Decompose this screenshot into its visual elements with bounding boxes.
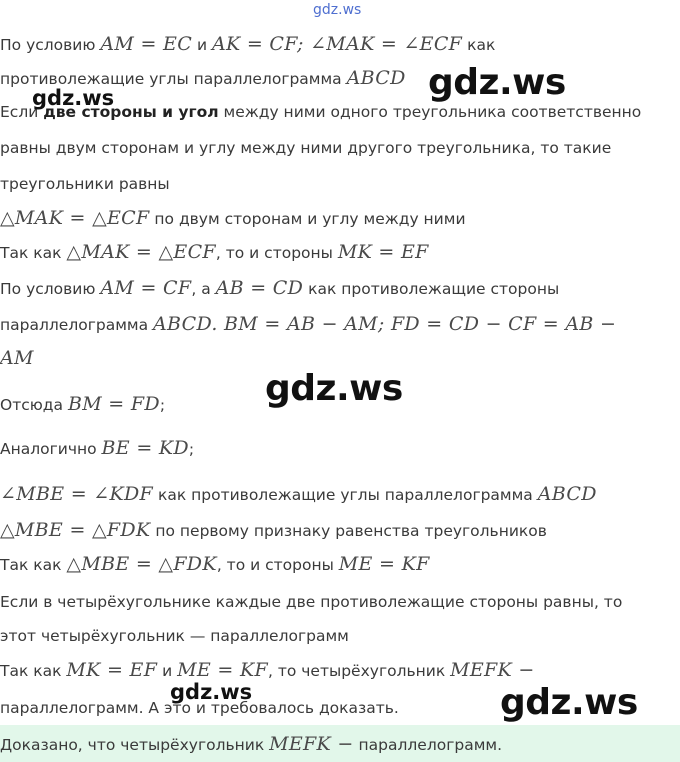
math-expression: MEFK − bbox=[269, 733, 354, 755]
text-line bbox=[0, 590, 622, 614]
text-segment: , а bbox=[191, 280, 216, 298]
text-segment: по двум сторонам и углу между ними bbox=[149, 210, 466, 228]
math-expression: AK = CF; ∠MAK = ∠ECF bbox=[211, 33, 463, 55]
text-segment: ; bbox=[188, 440, 195, 458]
math-expression: ABCD. BM = AB − AM; FD = CD − CF = AB − bbox=[153, 313, 617, 335]
text-line bbox=[0, 518, 547, 543]
text-segment: Отсюда bbox=[0, 396, 68, 414]
text-segment: , то и стороны bbox=[215, 244, 338, 262]
text-segment: как противолежащие стороны bbox=[303, 280, 560, 298]
text-segment: , то и стороны bbox=[216, 556, 339, 574]
text-segment: Если bbox=[0, 103, 44, 121]
math-expression: △MBE = △FDK bbox=[66, 553, 217, 575]
text-line bbox=[0, 346, 34, 371]
watermark-top: gdz.ws bbox=[313, 2, 362, 18]
text-segment: Если в четырёхугольнике каждые две противолежащие стороны равны, то bbox=[0, 593, 623, 611]
text-line bbox=[0, 206, 466, 231]
text-segment: По условию bbox=[0, 36, 101, 54]
text-segment: , то четырёхугольник bbox=[267, 662, 451, 680]
text-segment: параллелограмм. bbox=[353, 736, 503, 754]
math-expression: ME = KF bbox=[338, 553, 430, 575]
watermark-large-1: gdz.ws bbox=[428, 62, 566, 103]
conclusion-line bbox=[0, 732, 502, 757]
text-segment: между ними одного треугольника соответственно bbox=[218, 103, 642, 121]
text-line bbox=[0, 32, 495, 57]
text-segment: параллелограмма bbox=[0, 316, 154, 334]
text-segment: по первому признаку равенства треугольников bbox=[150, 522, 547, 540]
text-segment: противолежащие углы параллелограмма bbox=[0, 70, 347, 88]
math-expression: ABCD bbox=[346, 67, 406, 89]
text-segment: параллелограмм. А это и требовалось доказать. bbox=[0, 699, 399, 717]
text-line bbox=[0, 240, 429, 265]
math-expression: △MAK = △ECF bbox=[0, 207, 150, 229]
math-expression: MK = EF bbox=[66, 659, 158, 681]
text-segment: Так как bbox=[0, 244, 67, 262]
math-expression: AM = EC bbox=[100, 33, 193, 55]
bold-text: две стороны и угол bbox=[43, 103, 219, 121]
math-expression: AB = CD bbox=[215, 277, 304, 299]
math-expression: BE = KD bbox=[101, 437, 189, 459]
math-expression: △MBE = △FDK bbox=[0, 519, 151, 541]
watermark-large-2: gdz.ws bbox=[265, 368, 403, 409]
math-expression: ABCD bbox=[537, 483, 597, 505]
text-line bbox=[0, 436, 194, 461]
math-expression: AM = CF bbox=[100, 277, 192, 299]
math-expression: ∠MBE = ∠KDF bbox=[0, 483, 154, 505]
text-segment: Так как bbox=[0, 662, 67, 680]
text-segment: Доказано, что четырёхугольник bbox=[0, 736, 270, 754]
text-segment: и bbox=[157, 662, 178, 680]
math-expression: ME = KF bbox=[177, 659, 268, 681]
text-segment: как bbox=[462, 36, 496, 54]
math-expression: MEFK − bbox=[450, 659, 535, 681]
math-expression: △MAK = △ECF bbox=[66, 241, 216, 263]
text-line bbox=[0, 136, 611, 160]
text-line bbox=[0, 312, 616, 337]
text-segment: равны двум сторонам и углу между ними другого треугольника, то такие bbox=[0, 139, 612, 157]
text-segment: По условию bbox=[0, 280, 101, 298]
watermark-large-3: gdz.ws bbox=[500, 682, 638, 723]
text-segment: Так как bbox=[0, 556, 67, 574]
text-segment: ; bbox=[159, 396, 166, 414]
text-line bbox=[0, 658, 535, 683]
watermark-small-2: gdz.ws bbox=[170, 680, 253, 704]
math-expression: AM bbox=[0, 347, 34, 369]
text-segment: Аналогично bbox=[0, 440, 102, 458]
math-expression: MK = EF bbox=[337, 241, 429, 263]
text-line bbox=[0, 172, 170, 196]
text-line bbox=[0, 482, 597, 507]
text-segment: треугольники равны bbox=[0, 175, 170, 193]
text-segment: как противолежащие углы параллелограмма bbox=[153, 486, 538, 504]
text-line bbox=[0, 392, 165, 417]
watermark-small-1: gdz.ws bbox=[32, 86, 115, 110]
math-expression: BM = FD bbox=[67, 393, 160, 415]
text-line bbox=[0, 276, 559, 301]
text-segment: и bbox=[192, 36, 212, 54]
text-segment: этот четырёхугольник — параллелограмм bbox=[0, 627, 349, 645]
text-line bbox=[0, 624, 349, 648]
text-line bbox=[0, 552, 430, 577]
